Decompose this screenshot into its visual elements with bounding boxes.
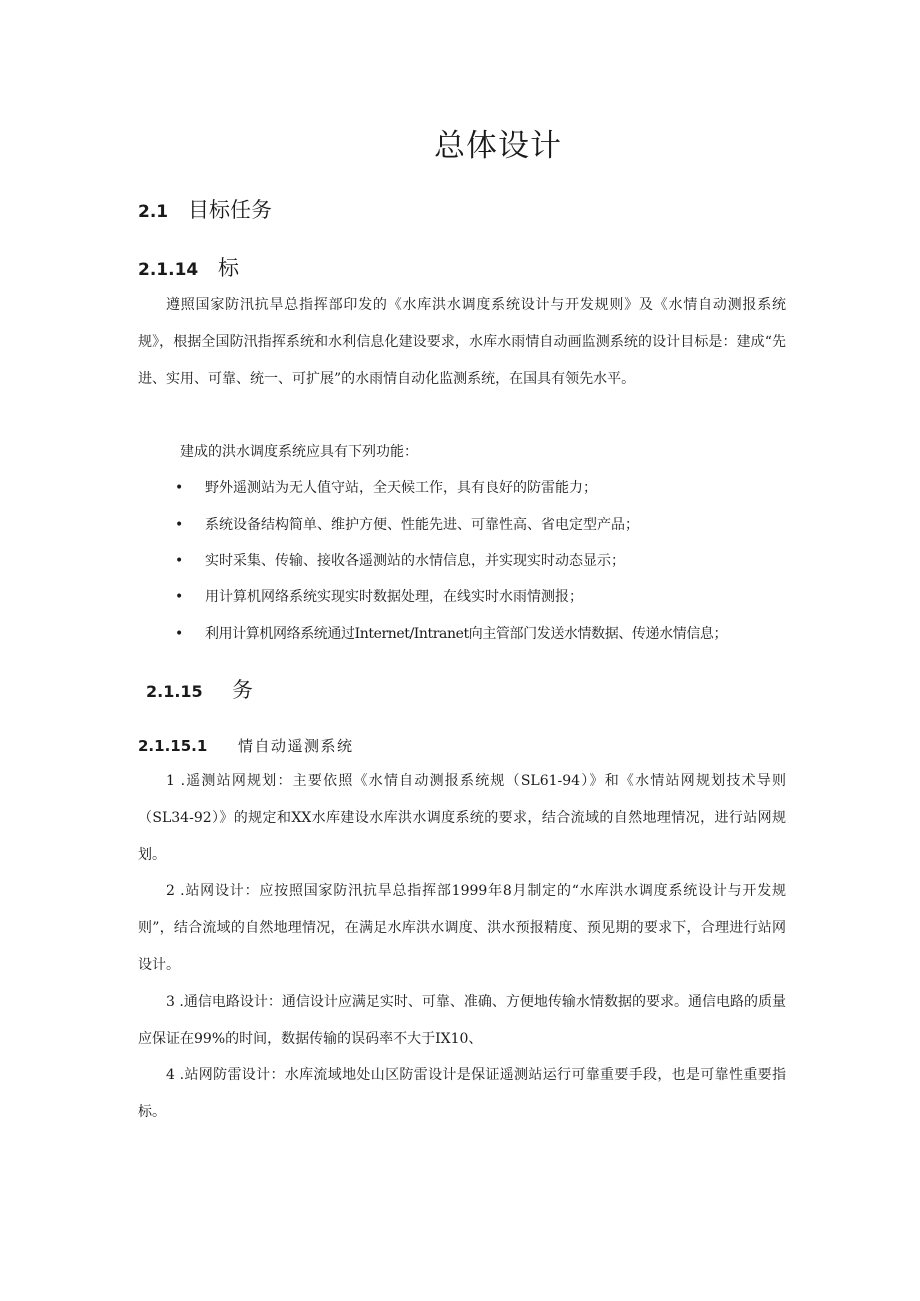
numbered-paragraph: 2 .站网设计：应按照国家防汛抗旱总指挥部1999年8月制定的“水库洪水调度系统设计与开发规则”，结合流域的自然地理情况，在满足水库洪水调度、洪水预报精度、预见期的要求下，合理进行站网设计。 <box>138 883 786 973</box>
list-item-text: 系统设备结构简单、维护方便、性能先进、可靠性高、省电定型产品； <box>205 517 639 533</box>
functions-intro: 建成的洪水调度系统应具有下列功能： <box>180 444 418 460</box>
list-item-text: 用计算机网络系统实现实时数据处理，在线实时水雨情测报； <box>205 589 583 605</box>
bullet-icon: • <box>175 626 183 642</box>
page-title: 总体设计 <box>434 128 562 164</box>
list-item-text: 实时采集、传输、接收各遥测站的水情信息，并实现实时动态显示； <box>205 553 625 569</box>
list-item <box>175 586 583 606</box>
heading-text: 务 <box>232 678 253 702</box>
bullet-icon: • <box>175 589 184 605</box>
list-item <box>175 550 625 570</box>
heading-2-1-15 <box>146 674 253 704</box>
heading-2-1 <box>138 194 272 224</box>
list-item-text: 利用计算机网络系统通过Internet/Intranet向主管部门发送水情数据、传递水情信息； <box>205 626 728 642</box>
numbered-paragraph: 4 .站网防雷设计：水库流域地处山区防雷设计是保证遥测站运行可靠重要手段，也是可靠性重要指标。 <box>138 1067 786 1120</box>
heading-number: 2.1.15.1 <box>138 737 208 755</box>
intro-paragraph: 遵照国家防汛抗旱总指挥部印发的《水库洪水调度系统设计与开发规则》及《水情自动测报系统规》，根据全国防汛指挥系统和水利信息化建设要求，水库水雨情自动画监测系统的设计目标是：建成“先进、实用、可靠、统一、可扩展”的水雨情自动化监测系统，在国具有领先水平。 <box>138 297 786 387</box>
bullet-icon: • <box>175 553 184 569</box>
bullet-icon: • <box>175 480 184 496</box>
numbered-paragraph: 1 .遥测站网规划：主要依照《水情自动测报系统规（SL61-94）》和《水情站网规划技术导则（SL34-92）》的规定和XX水库建设水库洪水调度系统的要求，结合流域的自然地理情况，进行站网规划。 <box>138 773 786 863</box>
heading-2-1-15-1 <box>138 735 354 756</box>
heading-number: 2.1 <box>138 202 169 222</box>
bullet-icon: • <box>175 517 184 533</box>
list-item-text: 野外遥测站为无人值守站，全天候工作，具有良好的防雷能力； <box>205 480 597 496</box>
heading-number: 2.1.15 <box>146 682 203 701</box>
heading-number: 2.1.14 <box>138 260 199 280</box>
heading-text: 情自动遥测系统 <box>238 737 354 755</box>
list-item <box>175 477 597 497</box>
list-item <box>175 623 727 643</box>
heading-text: 标 <box>218 256 239 280</box>
numbered-paragraph: 3 .通信电路设计：通信设计应满足实时、可靠、准确、方便地传输水情数据的要求。通信电路的质量应保证在99%的时间，数据传输的误码率不大于IX10、 <box>138 994 786 1047</box>
heading-text: 目标任务 <box>188 198 272 222</box>
heading-2-1-14 <box>138 252 239 282</box>
list-item <box>175 514 639 534</box>
